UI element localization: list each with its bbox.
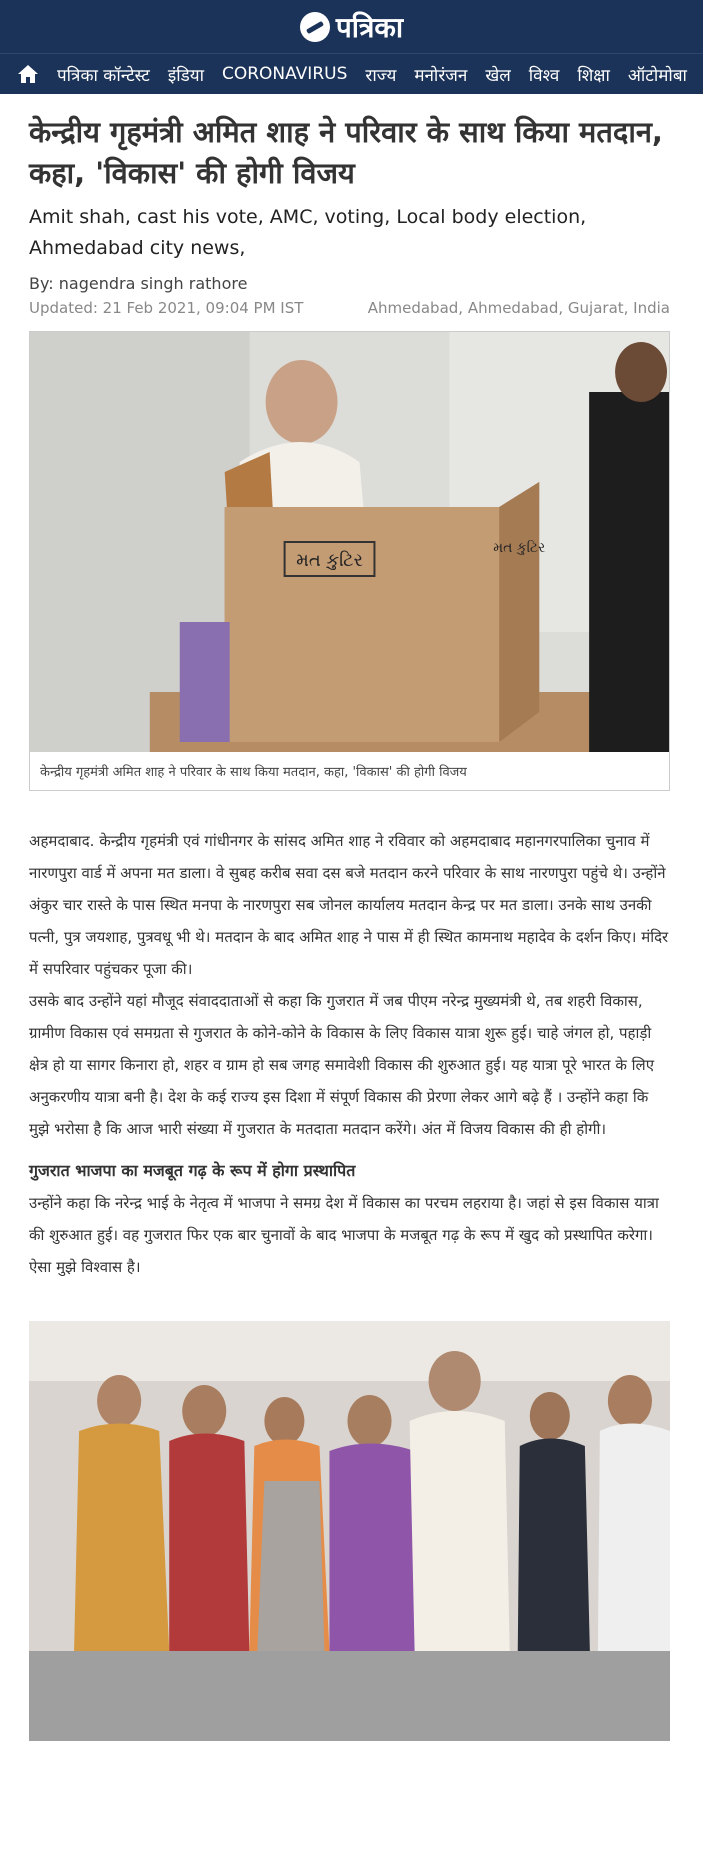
article-paragraph: उन्होंने कहा कि नरेन्द्र भाई के नेतृत्व में भाजपा ने समग्र देश में विकास का परचम लहराया है। जहां से इस विकास यात्रा की शुरुआत हुई। वह गुजरात फिर एक बार चुनावों के बाद भाजपा के मजबूत गढ़ के रूप में खुद को प्रस्थापित करेगा। ऐसा मुझे विश्वास है। [29, 1194, 659, 1276]
article-byline: By: nagendra singh rathore [29, 274, 248, 293]
nav-item-auto[interactable]: ऑटोमोबा [627, 65, 687, 86]
article-location: Ahmedabad, Ahmedabad, Gujarat, India [367, 299, 670, 317]
nav-item-states[interactable]: राज्य [365, 65, 397, 86]
lead-image-figure [29, 331, 670, 791]
updated-timestamp: Updated: 21 Feb 2021, 09:04 PM IST [29, 299, 304, 317]
article-title: केन्द्रीय गृहमंत्री अमित शाह ने परिवार के साथ किया मतदान, कहा, 'विकास' की होगी विजय [29, 115, 663, 190]
nav-item-coronavirus[interactable]: CORONAVIRUS [221, 64, 348, 84]
logo-icon[interactable] [300, 12, 330, 42]
article-paragraph: उसके बाद उन्होंने यहां मौजूद संवाददाताओं से कहा कि गुजरात में जब पीएम नरेन्द्र मुख्यमंत्री थे, तब शहरी विकास, ग्रामीण विकास एवं समग्रता से गुजरात के कोने-कोने के विकास के लिए विकास यात्रा शुरू हुई। चाहे जंगल हो, पहाड़ी क्षेत्र हो या सागर किनारा हो, शहर व ग्राम हो सब जगह समावेशी विकास की शुरुआत हुई। यह यात्रा पूरे भारत के लिए अनुकरणीय यात्रा बनी है। देश के कई राज्य इस दिशा में संपूर्ण विकास की प्रेरणा लेकर आगे बढ़े हैं । उन्होंने कहा कि मुझे भरोसा है कि आज भारी संख्या में गुजरात के मतदाता मतदान करेंगे। अंत में विजय विकास की ही होगी। [29, 992, 654, 1138]
article-subheading: गुजरात भाजपा का मजबूत गढ़ के रूप में होगा प्रस्थापित [29, 1161, 356, 1180]
lead-image-caption: केन्द्रीय गृहमंत्री अमित शाह ने परिवार के साथ किया मतदान, कहा, 'विकास' की होगी विजय [40, 765, 467, 780]
article-paragraph: अहमदाबाद. केन्द्रीय गृहमंत्री एवं गांधीनगर के सांसद अमित शाह ने रविवार को अहमदाबाद महानगरपालिका चुनाव में नारणपुरा वार्ड में अपना मत डाला। वे सुबह करीब सवा दस बजे मतदान करने परिवार के साथ नारणपुरा पहुंचे थे। उन्होंने अंकुर चार रास्ते के पास स्थित मनपा के नारणपुरा सब जोनल कार्यालय मतदान केन्द्र पर मत डाला। उनके साथ उनकी पत्नी, पुत्र जयशाह, पुत्रवधू भी थे। मतदान के बाद अमित शाह ने पास में ही स्थित कामनाथ महादेव के दर्शन किए। मंदिर में सपरिवार पहुंचकर पूजा की। [29, 832, 669, 978]
brand-name[interactable]: पत्रिका [335, 10, 404, 44]
ballot-box-side-label: મત કુટિર [493, 539, 546, 557]
nav-item-world[interactable]: विश्व [528, 65, 560, 86]
site-header [0, 0, 703, 53]
home-icon[interactable] [8, 54, 48, 94]
nav-item-education[interactable]: शिक्षा [577, 65, 610, 86]
article [0, 94, 703, 1741]
main-nav [0, 53, 703, 94]
article-keywords: Amit shah, cast his vote, AMC, voting, Local body election, Ahmedabad city news, [29, 206, 587, 259]
nav-item-entertainment[interactable]: मनोरंजन [414, 65, 468, 86]
nav-item-india[interactable]: इंडिया [167, 65, 204, 86]
second-image [29, 1321, 670, 1741]
lead-image [30, 332, 669, 752]
article-body [29, 825, 670, 1283]
ballot-box-label: મત કુટિર [296, 549, 363, 572]
nav-item-sports[interactable]: खेल [485, 65, 511, 86]
nav-item-contest[interactable]: पत्रिका कॉन्टेस्ट [57, 65, 150, 86]
article-meta [29, 299, 670, 317]
